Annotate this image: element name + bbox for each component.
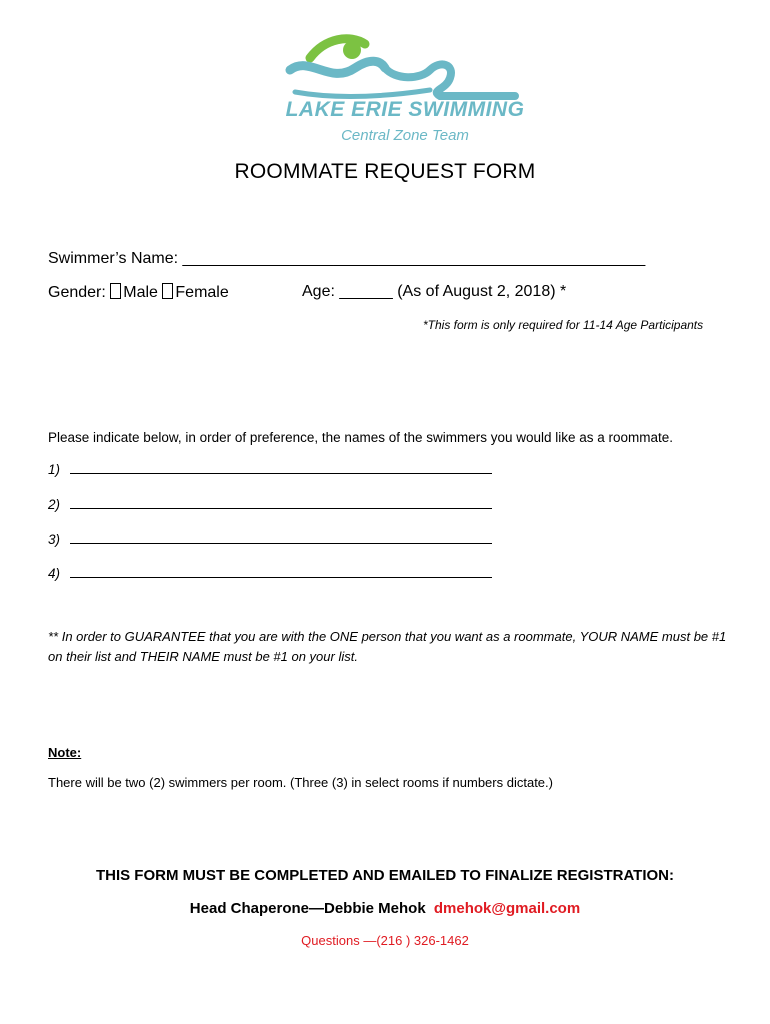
submission-instruction: THIS FORM MUST BE COMPLETED AND EMAILED TO FINALIZE REGISTRATION: <box>95 867 675 884</box>
swimmer-name-field[interactable]: ____________________________________________________ <box>182 250 646 267</box>
preference-row-1 <box>48 462 492 477</box>
note-text: There will be two (2) swimmers per room. (Three (3) in select rooms if numbers dictate.) <box>48 775 553 790</box>
age-footnote: *This form is only required for 11-14 Age Participants <box>423 318 704 332</box>
questions-phone: Questions —(216 ) 326-1462 <box>301 933 469 948</box>
male-option-label: Male <box>123 284 158 301</box>
swimmer-wave-icon <box>280 30 530 105</box>
age-field[interactable]: ______ <box>339 283 393 300</box>
preference-row-4 <box>48 566 492 581</box>
swimmer-name-label: Swimmer’s Name: <box>48 250 179 267</box>
age-as-of-note: (As of August 2, 2018) * <box>397 283 567 300</box>
preference-number: 1) <box>48 462 61 477</box>
swimmer-name-row <box>48 250 645 268</box>
guarantee-note: ** In order to GUARANTEE that you are with the ONE person that you want as a roommate, YOUR NAME must be #1 on their list and THEIR NAME must be #1 on your list. <box>48 629 727 664</box>
note-heading: Note: <box>48 745 82 760</box>
male-checkbox[interactable] <box>110 283 121 299</box>
preference-row-2 <box>48 497 492 512</box>
age-row <box>302 283 566 301</box>
preference-number: 2) <box>48 497 61 512</box>
preference-number: 3) <box>48 532 61 547</box>
preference-row-3 <box>48 532 492 547</box>
form-title: ROOMMATE REQUEST FORM <box>234 160 536 183</box>
age-label: Age: <box>302 283 335 300</box>
female-option-label: Female <box>175 284 229 301</box>
chaperone-email-link[interactable]: dmehok@gmail.com <box>433 900 581 917</box>
logo-subtitle: Central Zone Team <box>341 127 469 144</box>
chaperone-name: Head Chaperone—Debbie Mehok <box>189 900 426 917</box>
female-checkbox[interactable] <box>162 283 173 299</box>
preference-field-1[interactable] <box>70 462 492 474</box>
preference-field-2[interactable] <box>70 497 492 509</box>
gender-label: Gender: <box>48 284 106 301</box>
lake-erie-swimming-logo <box>280 30 530 150</box>
preference-number: 4) <box>48 566 61 581</box>
preferences-intro: Please indicate below, in order of preference, the names of the swimmers you would like as a roommate. <box>48 430 674 445</box>
chaperone-line <box>0 900 770 917</box>
gender-row <box>48 283 229 302</box>
preference-field-3[interactable] <box>70 532 492 544</box>
logo-wordmark: LAKE ERIE SWIMMING <box>285 98 525 121</box>
preference-field-4[interactable] <box>70 566 492 578</box>
